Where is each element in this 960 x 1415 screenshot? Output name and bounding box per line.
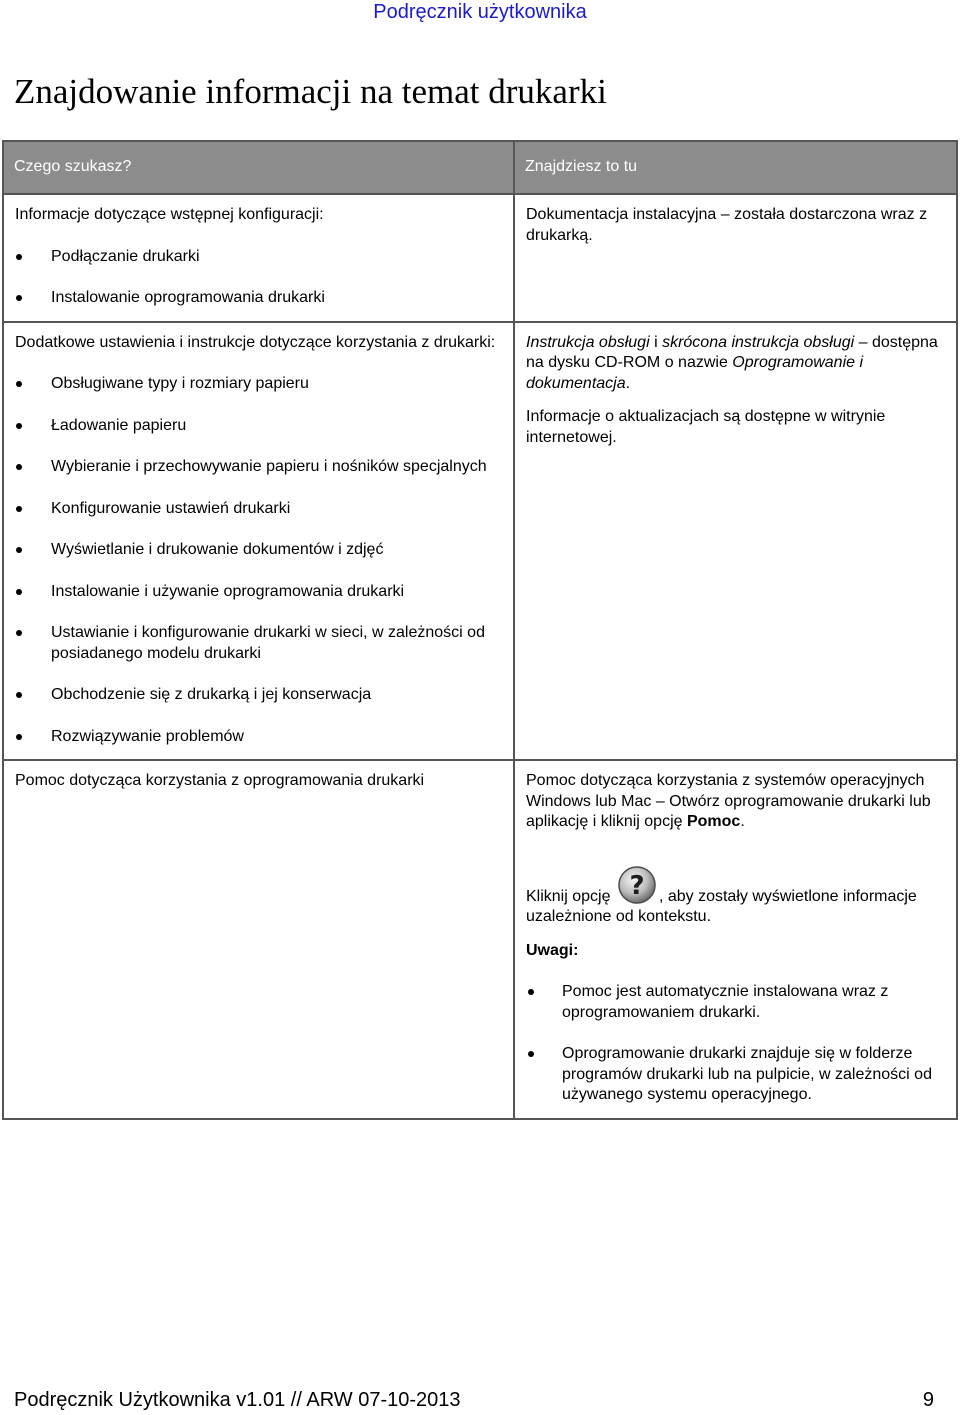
list-item: Wybieranie i przechowywanie papieru i nośników specjalnych [15,457,502,478]
list-item: Obchodzenie się z drukarką i jej konserwacja [15,685,502,706]
list-item: Instalowanie i używanie oprogramowania drukarki [15,582,502,603]
list-item: Obsługiwane typy i rozmiary papieru [15,374,502,395]
list-item: Ustawianie i konfigurowanie drukarki w sieci, w zależności od posiadanego modelu drukarki [15,623,502,664]
notes-list [526,982,945,1106]
help-label: Pomoc [686,813,741,830]
row3-click-text: Kliknij opcję [526,887,615,905]
footer-text: Podręcznik Użytkownika v1.01 // ARW 07-10-2013 [14,1389,461,1411]
info-table [2,140,958,1120]
list-item: Podłączanie drukarki [15,247,502,268]
svg-text:?: ? [629,870,645,901]
help-question-icon [617,865,657,905]
table-row [3,760,957,1119]
row3-right-paragraph-2 [526,865,945,928]
row3-context-text: , aby zostały wyświetlone informacje uzależnione od kontekstu. [526,887,917,925]
list-item: Wyświetlanie i drukowanie dokumentów i zdjęć [15,540,502,561]
row3-left-text: Pomoc dotycząca korzystania z oprogramowania drukarki [15,772,425,789]
row3-left-cell [3,760,514,1119]
notes-label: Uwagi: [526,941,579,959]
table-row [3,322,957,761]
table-row [3,194,957,322]
row1-left-cell [3,194,514,322]
row2-right-conj: i [649,333,663,351]
row2-right-paragraph-1 [526,333,945,395]
list-item: Pomoc jest automatycznie instalowana wraz z oprogramowaniem drukarki. [526,982,945,1023]
row3-right-end: . [740,813,745,830]
row2-right-cell [514,322,957,761]
row2-left-cell [3,322,514,761]
row2-list [15,374,502,747]
list-item: Instalowanie oprogramowania drukarki [15,288,502,309]
quick-guide-title: skrócona instrukcja obsługi [662,333,855,351]
user-guide-title: Instrukcja obsługi [526,333,650,351]
page-title: Znajdowanie informacji na temat drukarki [14,72,607,111]
row1-list [15,247,502,309]
cd-name: Oprogramowanie i dokumentacja [526,354,864,392]
list-item: Rozwiązywanie problemów [15,727,502,748]
row2-intro: Dodatkowe ustawienia i instrukcje dotyczące korzystania z drukarki: [15,333,496,351]
row3-right-paragraph-1 [526,771,945,833]
header-where-to-find: Znajdziesz to tu [514,141,957,194]
list-item: Ładowanie papieru [15,416,502,437]
row1-intro: Informacje dotyczące wstępnej konfiguracji: [15,206,324,223]
row1-right-text: Dokumentacja instalacyjna – została dostarczona wraz z drukarką. [526,206,928,244]
list-item: Oprogramowanie drukarki znajduje się w folderze programów drukarki lub na pulpicie, w zależności od używanego systemu operacyjnego. [526,1044,945,1106]
page-footer [14,1388,934,1414]
row2-right-end: . [625,374,631,392]
row2-right-paragraph-2: Informacje o aktualizacjach są dostępne w witrynie internetowej. [526,408,886,446]
running-header: Podręcznik użytkownika [373,1,587,23]
header-what-you-need: Czego szukasz? [3,141,514,194]
table-header-row [3,141,957,194]
row3-right-text: Pomoc dotycząca korzystania z systemów operacyjnych Windows lub Mac – Otwórz oprogramowanie drukarki lub aplikację i kliknij opcję [526,772,931,830]
row3-right-cell [514,760,957,1119]
row1-right-cell [514,194,957,322]
list-item: Konfigurowanie ustawień drukarki [15,499,502,520]
page-number: 9 [922,1389,934,1411]
row2-right-text: – dostępna na dysku CD-ROM o nazwie [526,333,938,371]
